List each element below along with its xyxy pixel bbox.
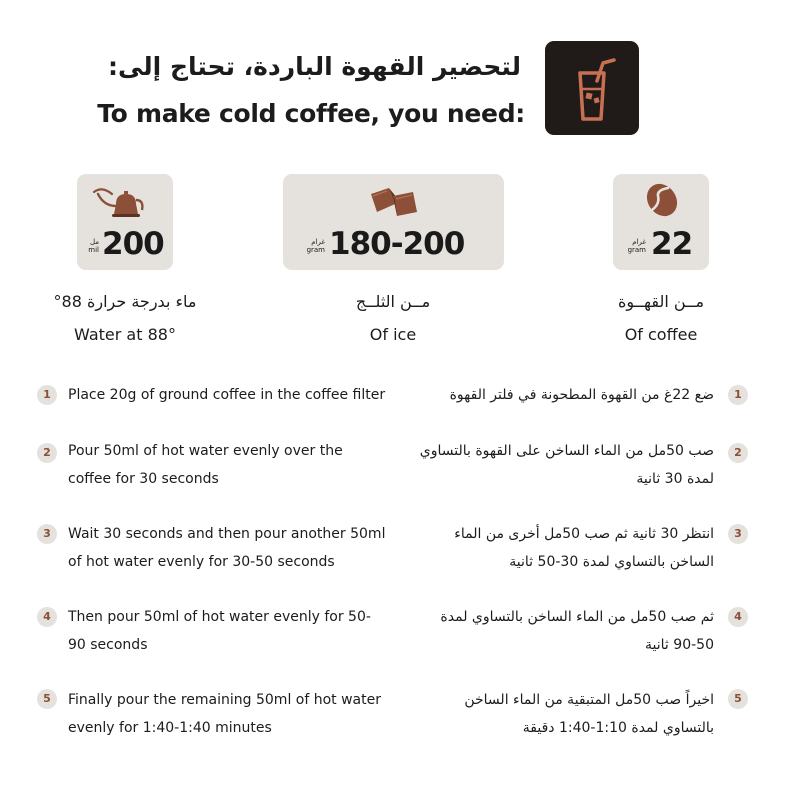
gooseneck-kettle-icon bbox=[77, 180, 173, 220]
step-text-english: Finally pour the remaining 50ml of hot water evenly for 1:40-1:40 minutes bbox=[68, 692, 381, 736]
step-text-arabic: ثم صب 50مل من الماء الساخن بالتساوي لمدة 50-90 ثانية bbox=[440, 609, 714, 653]
ingredient-label-english: Of coffee bbox=[624, 325, 698, 344]
ingredient-label-english: Of ice bbox=[369, 325, 417, 344]
step-text-english: Place 20g of ground coffee in the coffee filter bbox=[68, 387, 386, 403]
step-number: 2 bbox=[728, 443, 748, 463]
ingredient-unit bbox=[83, 238, 99, 254]
step-text-arabic: اخيراً صب 50مل المتبقية من الماء الساخن بالتساوي لمدة 1:10-1:40 دقيقة bbox=[464, 692, 714, 736]
coffee-bean-icon bbox=[613, 180, 709, 220]
ingredient-label-arabic: مــن الثلــج bbox=[355, 292, 431, 311]
unit-english: mil bbox=[88, 246, 99, 254]
step-text-english: Then pour 50ml of hot water evenly for 50-90 seconds bbox=[68, 609, 371, 653]
unit-arabic: مل bbox=[89, 238, 99, 246]
step-number: 4 bbox=[37, 607, 57, 627]
step-number: 1 bbox=[37, 385, 57, 405]
step-number: 2 bbox=[37, 443, 57, 463]
ingredient-unit bbox=[626, 238, 646, 254]
step-text-english: Wait 30 seconds and then pour another 50ml of hot water evenly for 30-50 seconds bbox=[68, 526, 386, 570]
iced-coffee-icon bbox=[545, 41, 639, 135]
step-number: 5 bbox=[728, 689, 748, 709]
step-number: 3 bbox=[728, 524, 748, 544]
step-number: 5 bbox=[37, 689, 57, 709]
ice-cubes-icon bbox=[283, 180, 504, 220]
ingredient-card-water bbox=[77, 174, 173, 270]
step-number: 3 bbox=[37, 524, 57, 544]
ingredient-label-arabic: ماء بدرجة حرارة 88° bbox=[53, 292, 197, 311]
step-text-arabic: ضع 22غ من القهوة المطحونة في فلتر القهوة bbox=[449, 387, 714, 403]
unit-english: gram bbox=[627, 246, 646, 254]
ingredient-label-english: Water at 88° bbox=[74, 325, 176, 344]
ingredient-card-ice bbox=[283, 174, 504, 270]
unit-english: gram bbox=[306, 246, 325, 254]
ingredient-label-arabic: مــن القهــوة bbox=[617, 292, 705, 311]
step-number: 1 bbox=[728, 385, 748, 405]
step-number: 4 bbox=[728, 607, 748, 627]
unit-arabic: غرام bbox=[311, 238, 325, 246]
ingredient-amount: 200 bbox=[102, 226, 164, 262]
step-text-arabic: صب 50مل من الماء الساخن على القهوة بالتساوي لمدة 30 ثانية bbox=[419, 443, 714, 487]
page-title-english: To make cold coffee, you need: bbox=[97, 99, 525, 128]
unit-arabic: غرام bbox=[632, 238, 646, 246]
step-text-arabic: انتظر 30 ثانية ثم صب 50مل أخرى من الماء الساخن بالتساوي لمدة 30-50 ثانية bbox=[454, 526, 714, 570]
ingredient-card-coffee bbox=[613, 174, 709, 270]
step-text-english: Pour 50ml of hot water evenly over the coffee for 30 seconds bbox=[68, 443, 343, 487]
page-title-arabic: لتحضير القهوة الباردة، تحتاج إلى: bbox=[108, 52, 521, 81]
ingredient-unit bbox=[305, 238, 325, 254]
ingredient-amount: 180-200 bbox=[329, 226, 465, 262]
ingredient-amount: 22 bbox=[651, 226, 693, 262]
